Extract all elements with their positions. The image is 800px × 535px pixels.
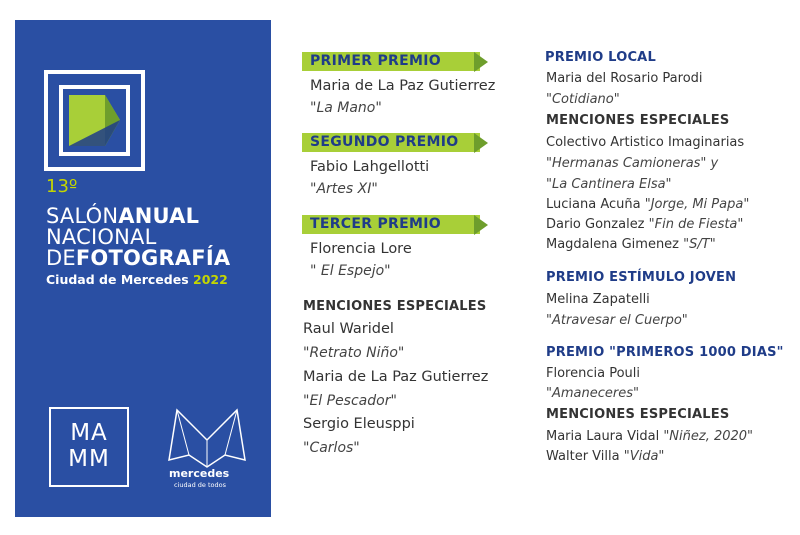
local-prize-work: "Cotidiano" <box>546 92 620 107</box>
local-prize-heading: PREMIO LOCAL <box>545 50 656 65</box>
second-prize-badge: SEGUNDO PREMIO <box>302 133 492 152</box>
youth-prize-work: "Atravesar el Cuerpo" <box>546 313 688 328</box>
mamm-logo: MA MM <box>49 407 129 487</box>
first-1000-days-work: "Amaneceres" <box>546 386 639 401</box>
first-prize-name: Maria de La Paz Gutierrez <box>310 78 496 94</box>
mercedes-tagline: ciudad de todos <box>174 481 227 489</box>
mention-work: "El Pescador" <box>303 393 397 409</box>
first-1000-days-name: Florencia Pouli <box>546 366 640 381</box>
second-prize-name: Fabio Lahgellotti <box>310 159 430 175</box>
title-line-3: DEFOTOGRAFÍA <box>46 246 231 270</box>
group-work: "La Cantinera Elsa" <box>546 177 672 192</box>
mention-entry: Maria Laura Vidal "Niñez, 2020" <box>546 429 754 444</box>
mention-name: Maria de La Paz Gutierrez <box>303 369 489 385</box>
mention-entry: Luciana Acuña "Jorge, Mi Papa" <box>546 197 750 212</box>
title-line-1: SALÓNANUAL <box>46 204 200 228</box>
group-work: "Hermanas Camioneras" y <box>546 156 719 171</box>
photo-frame-icon <box>69 95 120 146</box>
third-prize-work: " El Espejo" <box>310 263 391 279</box>
edition-number: 13º <box>46 176 78 197</box>
group-name: Colectivo Artistico Imaginarias <box>546 135 745 150</box>
mentions-heading: MENCIONES ESPECIALES <box>546 113 730 128</box>
youth-prize-name: Melina Zapatelli <box>546 292 650 307</box>
mentions-heading: MENCIONES ESPECIALES <box>546 407 730 422</box>
first-prize-badge: PRIMER PREMIO <box>302 52 492 71</box>
mention-work: "Retrato Niño" <box>303 345 405 361</box>
mention-entry: Walter Villa "Vida" <box>546 449 665 464</box>
mention-work: "Carlos" <box>303 440 360 456</box>
first-1000-days-heading: PREMIO "PRIMEROS 1000 DIAS" <box>546 345 784 360</box>
youth-prize-heading: PREMIO ESTÍMULO JOVEN <box>546 270 737 285</box>
event-subtitle: Ciudad de Mercedes 2022 <box>46 272 228 287</box>
first-prize-work: "La Mano" <box>310 100 382 116</box>
mention-name: Raul Waridel <box>303 321 394 337</box>
salon-logo <box>44 70 145 171</box>
title-line-2: NACIONAL <box>46 225 157 249</box>
second-prize-work: "Artes XI" <box>310 181 378 197</box>
event-panel <box>15 20 271 517</box>
mention-name: Sergio Eleusppi <box>303 416 415 432</box>
third-prize-name: Florencia Lore <box>310 241 412 257</box>
local-prize-name: Maria del Rosario Parodi <box>546 71 703 86</box>
third-prize-badge: TERCER PREMIO <box>302 215 492 234</box>
mentions-heading: MENCIONES ESPECIALES <box>303 299 487 314</box>
mention-entry: Dario Gonzalez "Fin de Fiesta" <box>546 217 744 232</box>
mercedes-name: mercedes <box>169 467 230 480</box>
mention-entry: Magdalena Gimenez "S/T" <box>546 237 716 252</box>
